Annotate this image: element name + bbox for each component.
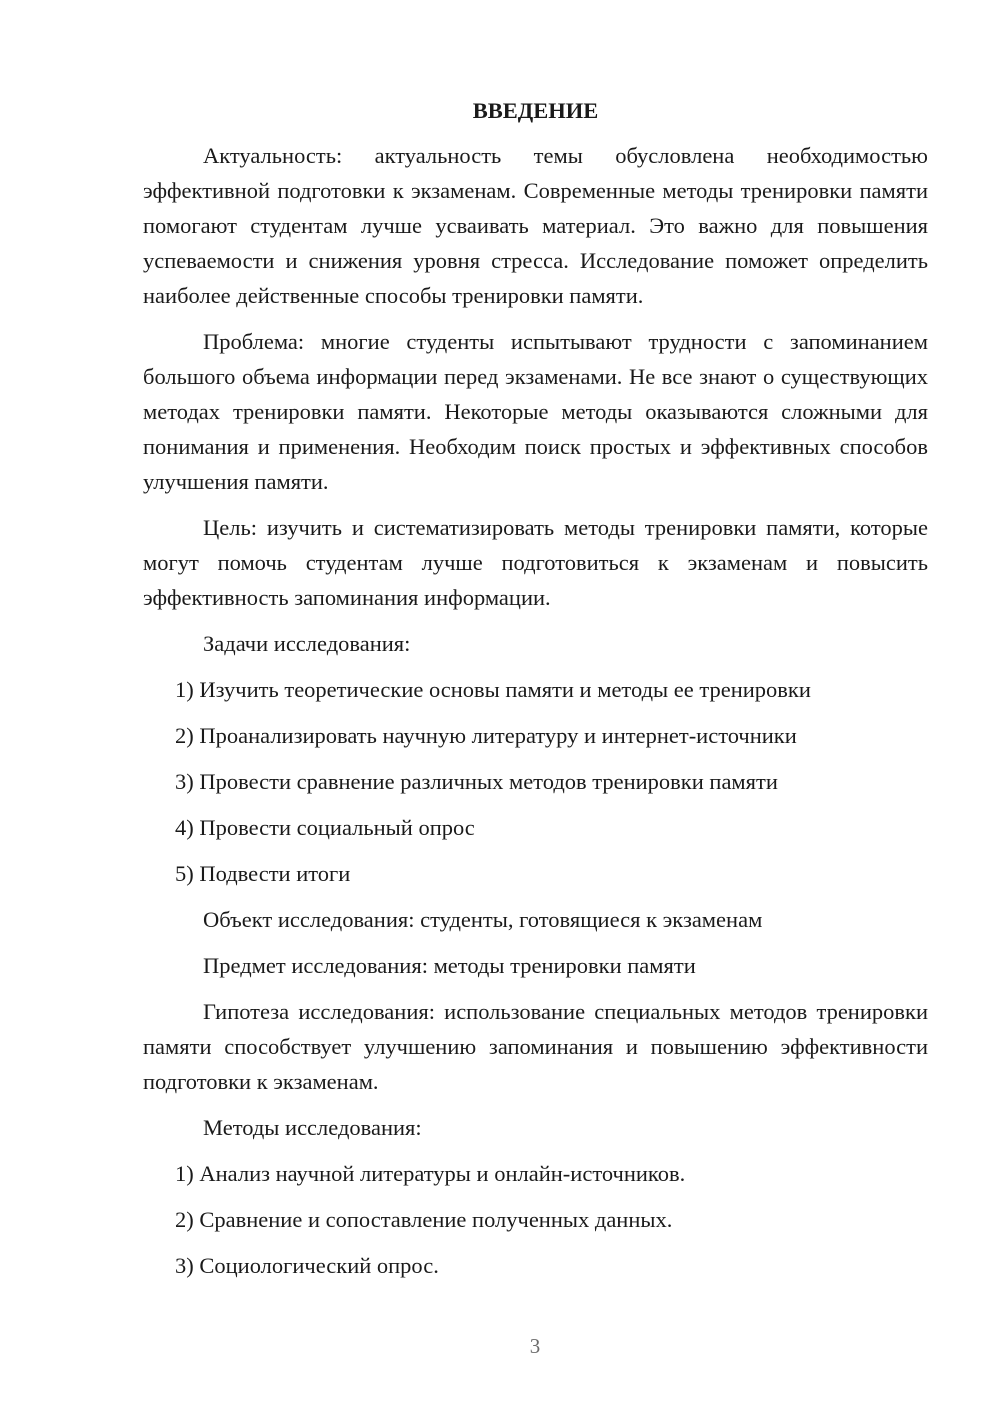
list-item: 3) Провести сравнение различных методов тренировки памяти — [175, 769, 778, 794]
goal-paragraph: Цель: изучить и систематизировать методы тренировки памяти, которые могут помочь студентам лучше подготовиться к экзаменам и повысить эффективность запоминания информации. — [143, 515, 928, 610]
subject-paragraph: Предмет исследования: методы тренировки памяти — [203, 953, 696, 978]
problem-paragraph: Проблема: многие студенты испытывают трудности с запоминанием большого объема информации перед экзаменами. Не все знают о существующих методах тренировки памяти. Некоторые методы оказываются сложными для понимания и применения. Необходим поиск простых и эффективных способов улучшения памяти. — [143, 329, 928, 494]
list-item: 3) Социологический опрос. — [175, 1253, 439, 1278]
list-item: 2) Сравнение и сопоставление полученных данных. — [175, 1207, 673, 1232]
page-content — [143, 93, 928, 1294]
methods-heading: Методы исследования: — [203, 1115, 422, 1140]
object-paragraph: Объект исследования: студенты, готовящиеся к экзаменам — [203, 907, 763, 932]
relevance-paragraph: Актуальность: актуальность темы обусловлена необходимостью эффективной подготовки к экзаменам. Современные методы тренировки памяти помогают студентам лучше усваивать материал. Это важно для повышения успеваемости и снижения уровня стресса. Исследование поможет определить наиболее действенные способы тренировки памяти. — [143, 143, 928, 308]
tasks-list — [143, 672, 928, 891]
page-number: 3 — [529, 1334, 541, 1358]
methods-list — [143, 1156, 928, 1283]
list-item: 5) Подвести итоги — [175, 861, 351, 886]
list-item: 2) Проанализировать научную литературу и интернет-источники — [175, 723, 797, 748]
list-item: 4) Провести социальный опрос — [175, 815, 475, 840]
list-item: 1) Изучить теоретические основы памяти и методы ее тренировки — [175, 677, 811, 702]
tasks-heading: Задачи исследования: — [203, 631, 411, 656]
list-item: 1) Анализ научной литературы и онлайн-источников. — [175, 1161, 686, 1186]
hypothesis-paragraph: Гипотеза исследования: использование специальных методов тренировки памяти способствует улучшению запоминания и повышению эффективности подготовки к экзаменам. — [143, 999, 928, 1094]
page-title: ВВЕДЕНИЕ — [472, 98, 599, 123]
